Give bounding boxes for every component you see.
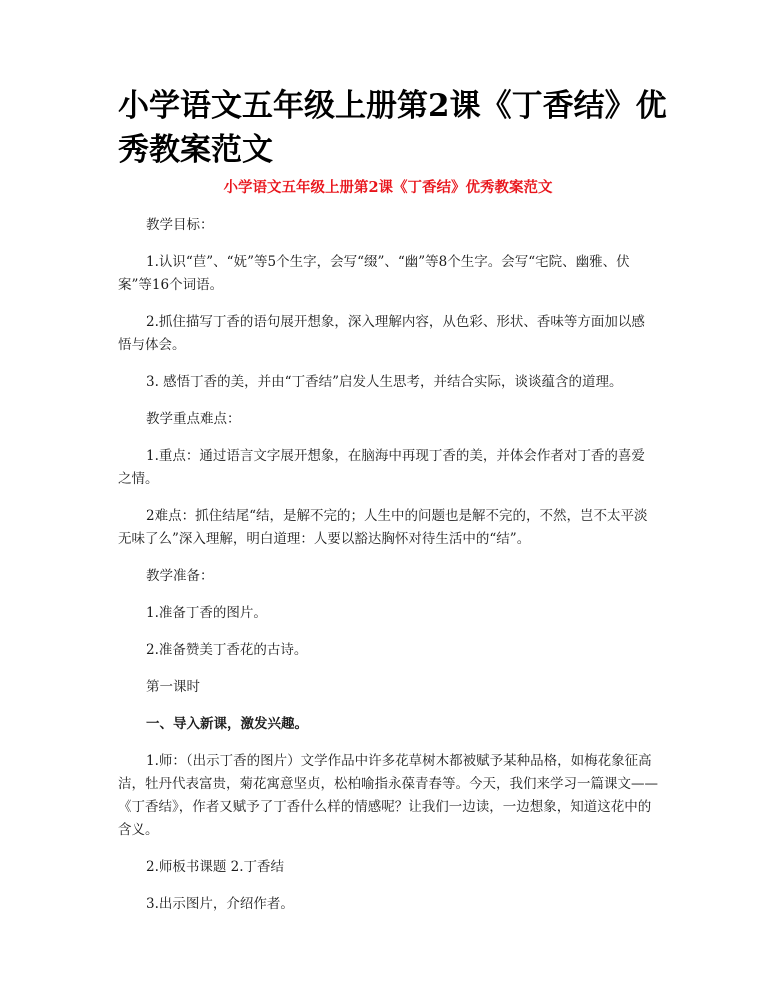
document-body (118, 176, 658, 930)
paragraph: 2.师板书课题 2.丁香结 (146, 859, 285, 875)
paragraph: 教学重点难点： (146, 411, 241, 427)
paragraph: 教学目标： (146, 217, 214, 233)
paragraph: 2.抓住描写丁香的语句展开想象，深入理解内容，从色彩、形状、香味等方面加以感悟与体会。 (118, 314, 645, 353)
paragraph: 第一课时 (146, 679, 200, 695)
paragraph: 教学准备： (146, 568, 214, 584)
paragraph: 1.师：（出示丁香的图片）文学作品中许多花草树木都被赋予某种品格，如梅花象征高洁，牡丹代表富贵，菊花寓意坚贞，松柏喻指永葆青春等。今天，我们来学习一篇课文——《丁香结》，作者又赋予了丁香什么样的情感呢？让我们一边读，一边想象，知道这花中的含义。 (118, 753, 658, 838)
paragraph: 2.准备赞美丁香花的古诗。 (146, 642, 308, 658)
paragraph: 3. 感悟丁香的美，并由“丁香结”启发人生思考，并结合实际，谈谈蕴含的道理。 (146, 374, 623, 390)
paragraph: 1.认识“苣”、“妩”等5个生字，会写“缀”、“幽”等8个生字。会写“宅院、幽雅、伏案”等16个词语。 (118, 254, 630, 293)
paragraph: 1.重点：通过语言文字展开想象，在脑海中再现丁香的美，并体会作者对丁香的喜爱之情。 (118, 448, 645, 487)
paragraph: 3.出示图片，介绍作者。 (146, 896, 294, 912)
paragraph: 2难点：抓住结尾“结，是解不完的；人生中的问题也是解不完的，不然，岂不太平淡无味了么”深入理解，明白道理：人要以豁达胸怀对待生活中的“结”。 (118, 508, 648, 547)
paragraph: 1.准备丁香的图片。 (146, 605, 267, 621)
document-subtitle: 小学语文五年级上册第2课《丁香结》优秀教案范文 (223, 179, 553, 196)
document-title: 小学语文五年级上册第2课《丁香结》优秀教案范文 (118, 88, 667, 168)
section-heading: 一、导入新课，激发兴趣。 (146, 716, 308, 732)
